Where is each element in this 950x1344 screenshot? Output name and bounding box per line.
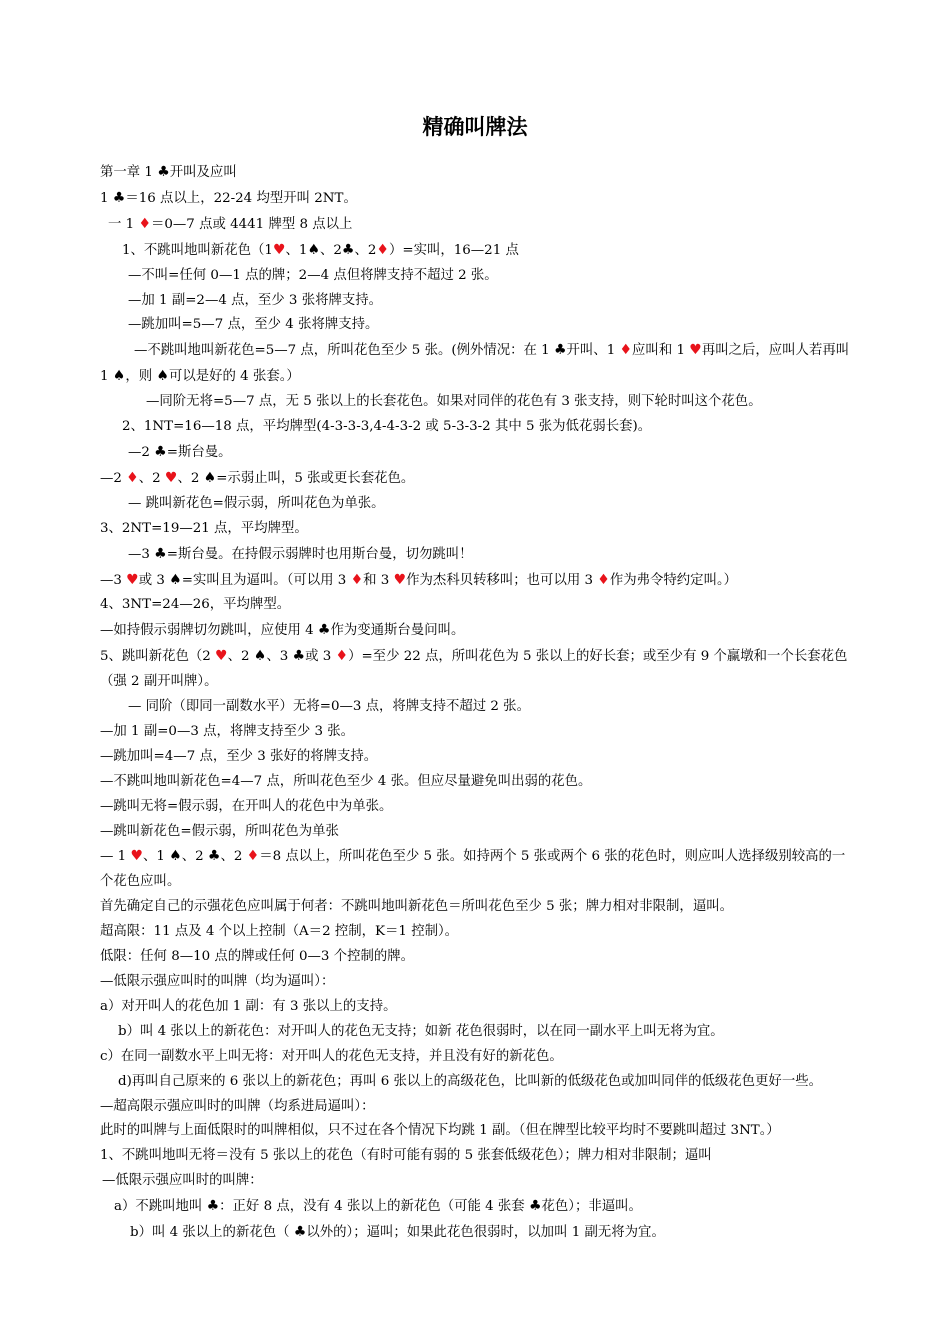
spade-icon: ♠	[112, 368, 126, 385]
heart-icon: ♥	[393, 571, 407, 588]
text-line: 4、3NT=24—26，平均牌型。	[100, 597, 291, 613]
text-line: — 跳叫新花色=假示弱，所叫花色为单张。	[128, 495, 385, 511]
club-icon: ♣	[207, 848, 221, 865]
text-line: —不叫=任何 0—1 点的牌；2—4 点但将牌支持不超过 2 张。	[128, 267, 498, 283]
text-line: c）在同一副数水平上叫无将：对开叫人的花色无支持，并且没有好的新花色。	[100, 1048, 563, 1064]
heart-icon: ♥	[215, 648, 228, 665]
text-line: —跳叫新花色=假示弱，所叫花色为单张	[100, 823, 339, 839]
club-icon: ♣	[292, 648, 306, 665]
text-line: —同阶无将=5—7 点，无 5 张以上的长套花色。如果对同伴的花色有 3 张支持，则下轮时叫这个花色。	[146, 394, 762, 410]
text-line: 一 1 ♦＝0—7 点或 4441 牌型 8 点以上	[108, 215, 353, 232]
text-line: d)再叫自己原来的 6 张以上的新花色；再叫 6 张以上的高级花色，比叫新的低级花色或加叫同伴的低级花色更好一些。	[118, 1073, 822, 1089]
club-icon: ♣	[154, 545, 167, 562]
heart-icon: ♥	[164, 469, 178, 486]
club-icon: ♣	[528, 1198, 542, 1215]
text-line: a）对开叫人的花色加 1 副：有 3 张以上的支持。	[100, 998, 397, 1014]
text-line: 1、不跳叫地叫无将＝没有 5 张以上的花色（有时可能有弱的 5 张套低级花色）；牌力相对非限制；逼叫	[100, 1148, 712, 1164]
spade-icon: ♠	[253, 648, 267, 665]
heart-icon: ♥	[272, 241, 286, 258]
text-line: —3 ♥或 3 ♠=实叫且为逼叫。（可以用 3 ♦和 3 ♥作为杰科贝转移叫；也可以用 3 ♦作为弗令特约定叫。）	[100, 571, 738, 588]
text-line: — 同阶（即同一副数水平）无将=0—3 点，将牌支持不超过 2 张。	[128, 699, 530, 715]
diamond-icon: ♦	[619, 342, 633, 359]
club-icon: ♣	[112, 189, 126, 206]
text-line: 低限：任何 8—10 点的牌或任何 0—3 个控制的牌。	[100, 949, 415, 965]
spade-icon: ♠	[203, 469, 217, 486]
club-icon: ♣	[154, 443, 167, 460]
text-line: a）不跳叫地叫 ♣：正好 8 点，没有 4 张以上的新花色（可能 4 张套 ♣花色）；非逼叫。	[114, 1198, 642, 1215]
club-icon: ♣	[341, 241, 355, 258]
chapter-heading: 第一章 1 ♣开叫及应叫	[100, 164, 237, 180]
club-icon: ♣	[206, 1198, 220, 1215]
text-line: 此时的叫牌与上面低限时的叫牌相似，只不过在各个情况下均跳 1 副。（但在牌型比较平均时不要跳叫超过 3NT。）	[100, 1123, 780, 1139]
diamond-icon: ♦	[246, 848, 260, 865]
text-line: —2 ♣=斯台曼。	[128, 443, 232, 460]
club-icon: ♣	[293, 1224, 307, 1241]
heart-icon: ♥	[130, 848, 143, 865]
club-icon: ♣	[317, 622, 331, 639]
club-icon: ♣	[157, 164, 170, 180]
spade-icon: ♠	[307, 241, 320, 258]
document-body	[100, 160, 855, 1246]
text-line: —加 1 副=0—3 点，将牌支持至少 3 张。	[100, 723, 355, 739]
text-line: —加 1 副=2—4 点，至少 3 张将牌支持。	[128, 292, 383, 308]
page-title: 精确叫牌法	[422, 115, 528, 139]
diamond-icon: ♦	[335, 648, 349, 665]
text-line: 1、不跳叫地叫新花色（1♥、1♠、2♣、2♦）=实叫，16—21 点	[122, 241, 519, 258]
text-line: —低限示强应叫时的叫牌：	[102, 1173, 263, 1189]
text-line: b）叫 4 张以上的新花色：对开叫人的花色无支持；如新 花色很弱时，以在同一副水平上叫无将为宜。	[118, 1023, 724, 1039]
heart-icon: ♥	[689, 342, 702, 359]
spade-icon: ♠	[156, 368, 169, 385]
text-line: —如持假示弱牌切勿跳叫，应使用 4 ♣作为变通斯台曼问叫。	[100, 622, 465, 639]
spade-icon: ♠	[169, 848, 182, 865]
text-line: —低限示强应叫时的叫牌（均为逼叫）：	[100, 974, 335, 989]
text-line: 3、2NT=19—21 点，平均牌型。	[100, 520, 308, 536]
text-line: — 1 ♥、1 ♠、2 ♣、2 ♦＝8 点以上，所叫花色至少 5 张。如持两个 5 张或两个 6 张的花色时，则应叫人选择级别较高的一个花色应叫。	[100, 848, 846, 890]
diamond-icon: ♦	[126, 469, 139, 486]
text-line: —3 ♣=斯台曼。在持假示弱牌时也用斯台曼，切勿跳叫！	[128, 545, 473, 562]
text-line: 2、1NT=16—18 点，平均牌型(4-3-3-3,4-4-3-2 或 5-3-3-2 其中 5 张为低花弱长套)。	[122, 419, 652, 435]
text-line: —不跳叫地叫新花色=5—7 点，所叫花色至少 5 张。(例外情况：在 1 ♣开叫、1 ♦应叫和 1 ♥再叫之后，应叫人若再叫 1 ♠，则 ♠可以是好的 4 张套。）	[100, 342, 850, 385]
text-line: —超高限示强应叫时的叫牌（均系进局逼叫）：	[100, 1098, 375, 1114]
text-line: b）叫 4 张以上的新花色（ ♣以外的）；逼叫；如果此花色很弱时，以加叫 1 副无将为宜。	[130, 1224, 665, 1241]
text-line: 超高限：11 点及 4 个以上控制（A＝2 控制，K＝1 控制）。	[100, 924, 459, 940]
text-line: —跳叫无将=假示弱，在开叫人的花色中为单张。	[100, 798, 393, 814]
text-line: 1 ♣＝16 点以上，22-24 均型开叫 2NT。	[100, 189, 357, 206]
text-line: —跳加叫=5—7 点，至少 4 张将牌支持。	[128, 317, 379, 333]
heart-icon: ♥	[126, 571, 139, 588]
diamond-icon: ♦	[376, 241, 389, 258]
text-line: —不跳叫地叫新花色=4—7 点，所叫花色至少 4 张。但应尽量避免叫出弱的花色。	[100, 773, 592, 789]
spade-icon: ♠	[169, 571, 182, 588]
text-line: 首先确定自己的示强花色应叫属于何者：不跳叫地叫新花色＝所叫花色至少 5 张；牌力相对非限制，逼叫。	[100, 899, 733, 915]
text-line: —跳加叫=4—7 点，至少 3 张好的将牌支持。	[100, 748, 378, 764]
text-line: 5、跳叫新花色（2 ♥、2 ♠、3 ♣或 3 ♦）=至少 22 点，所叫花色为 5 张以上的好长套；或至少有 9 个赢墩和一个长套花色（强 2 副开叫牌）。	[100, 648, 848, 690]
diamond-icon: ♦	[138, 215, 151, 232]
diamond-icon: ♦	[597, 571, 610, 588]
text-line: —2 ♦、2 ♥、2 ♠=示弱止叫，5 张或更长套花色。	[100, 469, 415, 486]
diamond-icon: ♦	[350, 571, 364, 588]
club-icon: ♣	[553, 342, 567, 359]
